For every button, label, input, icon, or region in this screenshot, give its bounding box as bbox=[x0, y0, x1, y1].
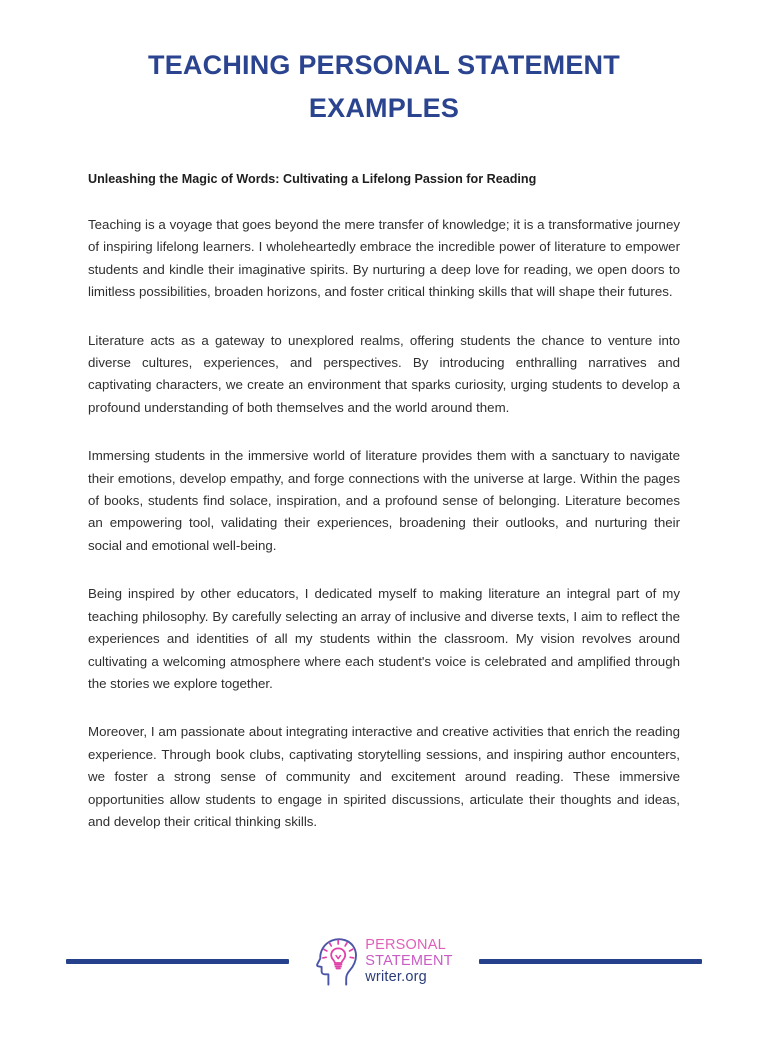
head-lightbulb-icon bbox=[315, 936, 359, 986]
body-paragraph: Teaching is a voyage that goes beyond the mere transfer of knowledge; it is a transformative journey of inspiring lifelong learners. I wholeheartedly embrace the incredible power of literature to empower students and kindle their imaginative spirits. By nurturing a deep love for reading, we open doors to limitless possibilities, broaden horizons, and foster critical thinking skills that will shape their futures. bbox=[88, 217, 680, 300]
section-heading: Unleashing the Magic of Words: Cultivating a Lifelong Passion for Reading bbox=[88, 172, 537, 186]
body-paragraph: Immersing students in the immersive world of literature provides them with a sanctuary to navigate their emotions, develop empathy, and forge connections with the universe at large. Within the pages of books, students find solace, inspiration, and a profound sense of belonging. Literature becomes an empowering tool, validating their experiences, broadening their outlooks, and nurturing their social and emotional well-being. bbox=[88, 448, 680, 553]
page-title: TEACHING PERSONAL STATEMENT EXAMPLES bbox=[148, 50, 620, 123]
brand-logo-text bbox=[365, 937, 452, 985]
brand-logo[interactable] bbox=[315, 936, 452, 986]
footer-divider-right bbox=[479, 959, 702, 964]
logo-line-domain: writer.org bbox=[365, 969, 427, 985]
footer-divider-left bbox=[66, 959, 289, 964]
body-paragraph: Literature acts as a gateway to unexplored realms, offering students the chance to venture into diverse cultures, experiences, and perspectives. By introducing enthralling narratives and captivating characters, we create an environment that sparks curiosity, urging students to develop a profound understanding of both themselves and the world around them. bbox=[88, 332, 680, 415]
logo-line-statement: STATEMENT bbox=[365, 953, 453, 969]
body-paragraph: Being inspired by other educators, I dedicated myself to making literature an integral part of my teaching philosophy. By carefully selecting an array of inclusive and diverse texts, I aim to reflect the experiences and identities of all my students within the classroom. My vision revolves around cultivating a welcoming atmosphere where each student's voice is celebrated and amplified through the stories we explore together. bbox=[88, 586, 680, 691]
page-footer bbox=[0, 930, 768, 992]
document-body bbox=[88, 170, 680, 833]
logo-line-personal: PERSONAL bbox=[365, 937, 446, 953]
body-paragraph: Moreover, I am passionate about integrating interactive and creative activities that enrich the reading experience. Through book clubs, captivating storytelling sessions, and inspiring author encounters, we foster a strong sense of community and excitement around reading. These immersive opportunities allow students to engage in spirited discussions, articulate their thoughts and ideas, and develop their critical thinking skills. bbox=[88, 724, 680, 829]
